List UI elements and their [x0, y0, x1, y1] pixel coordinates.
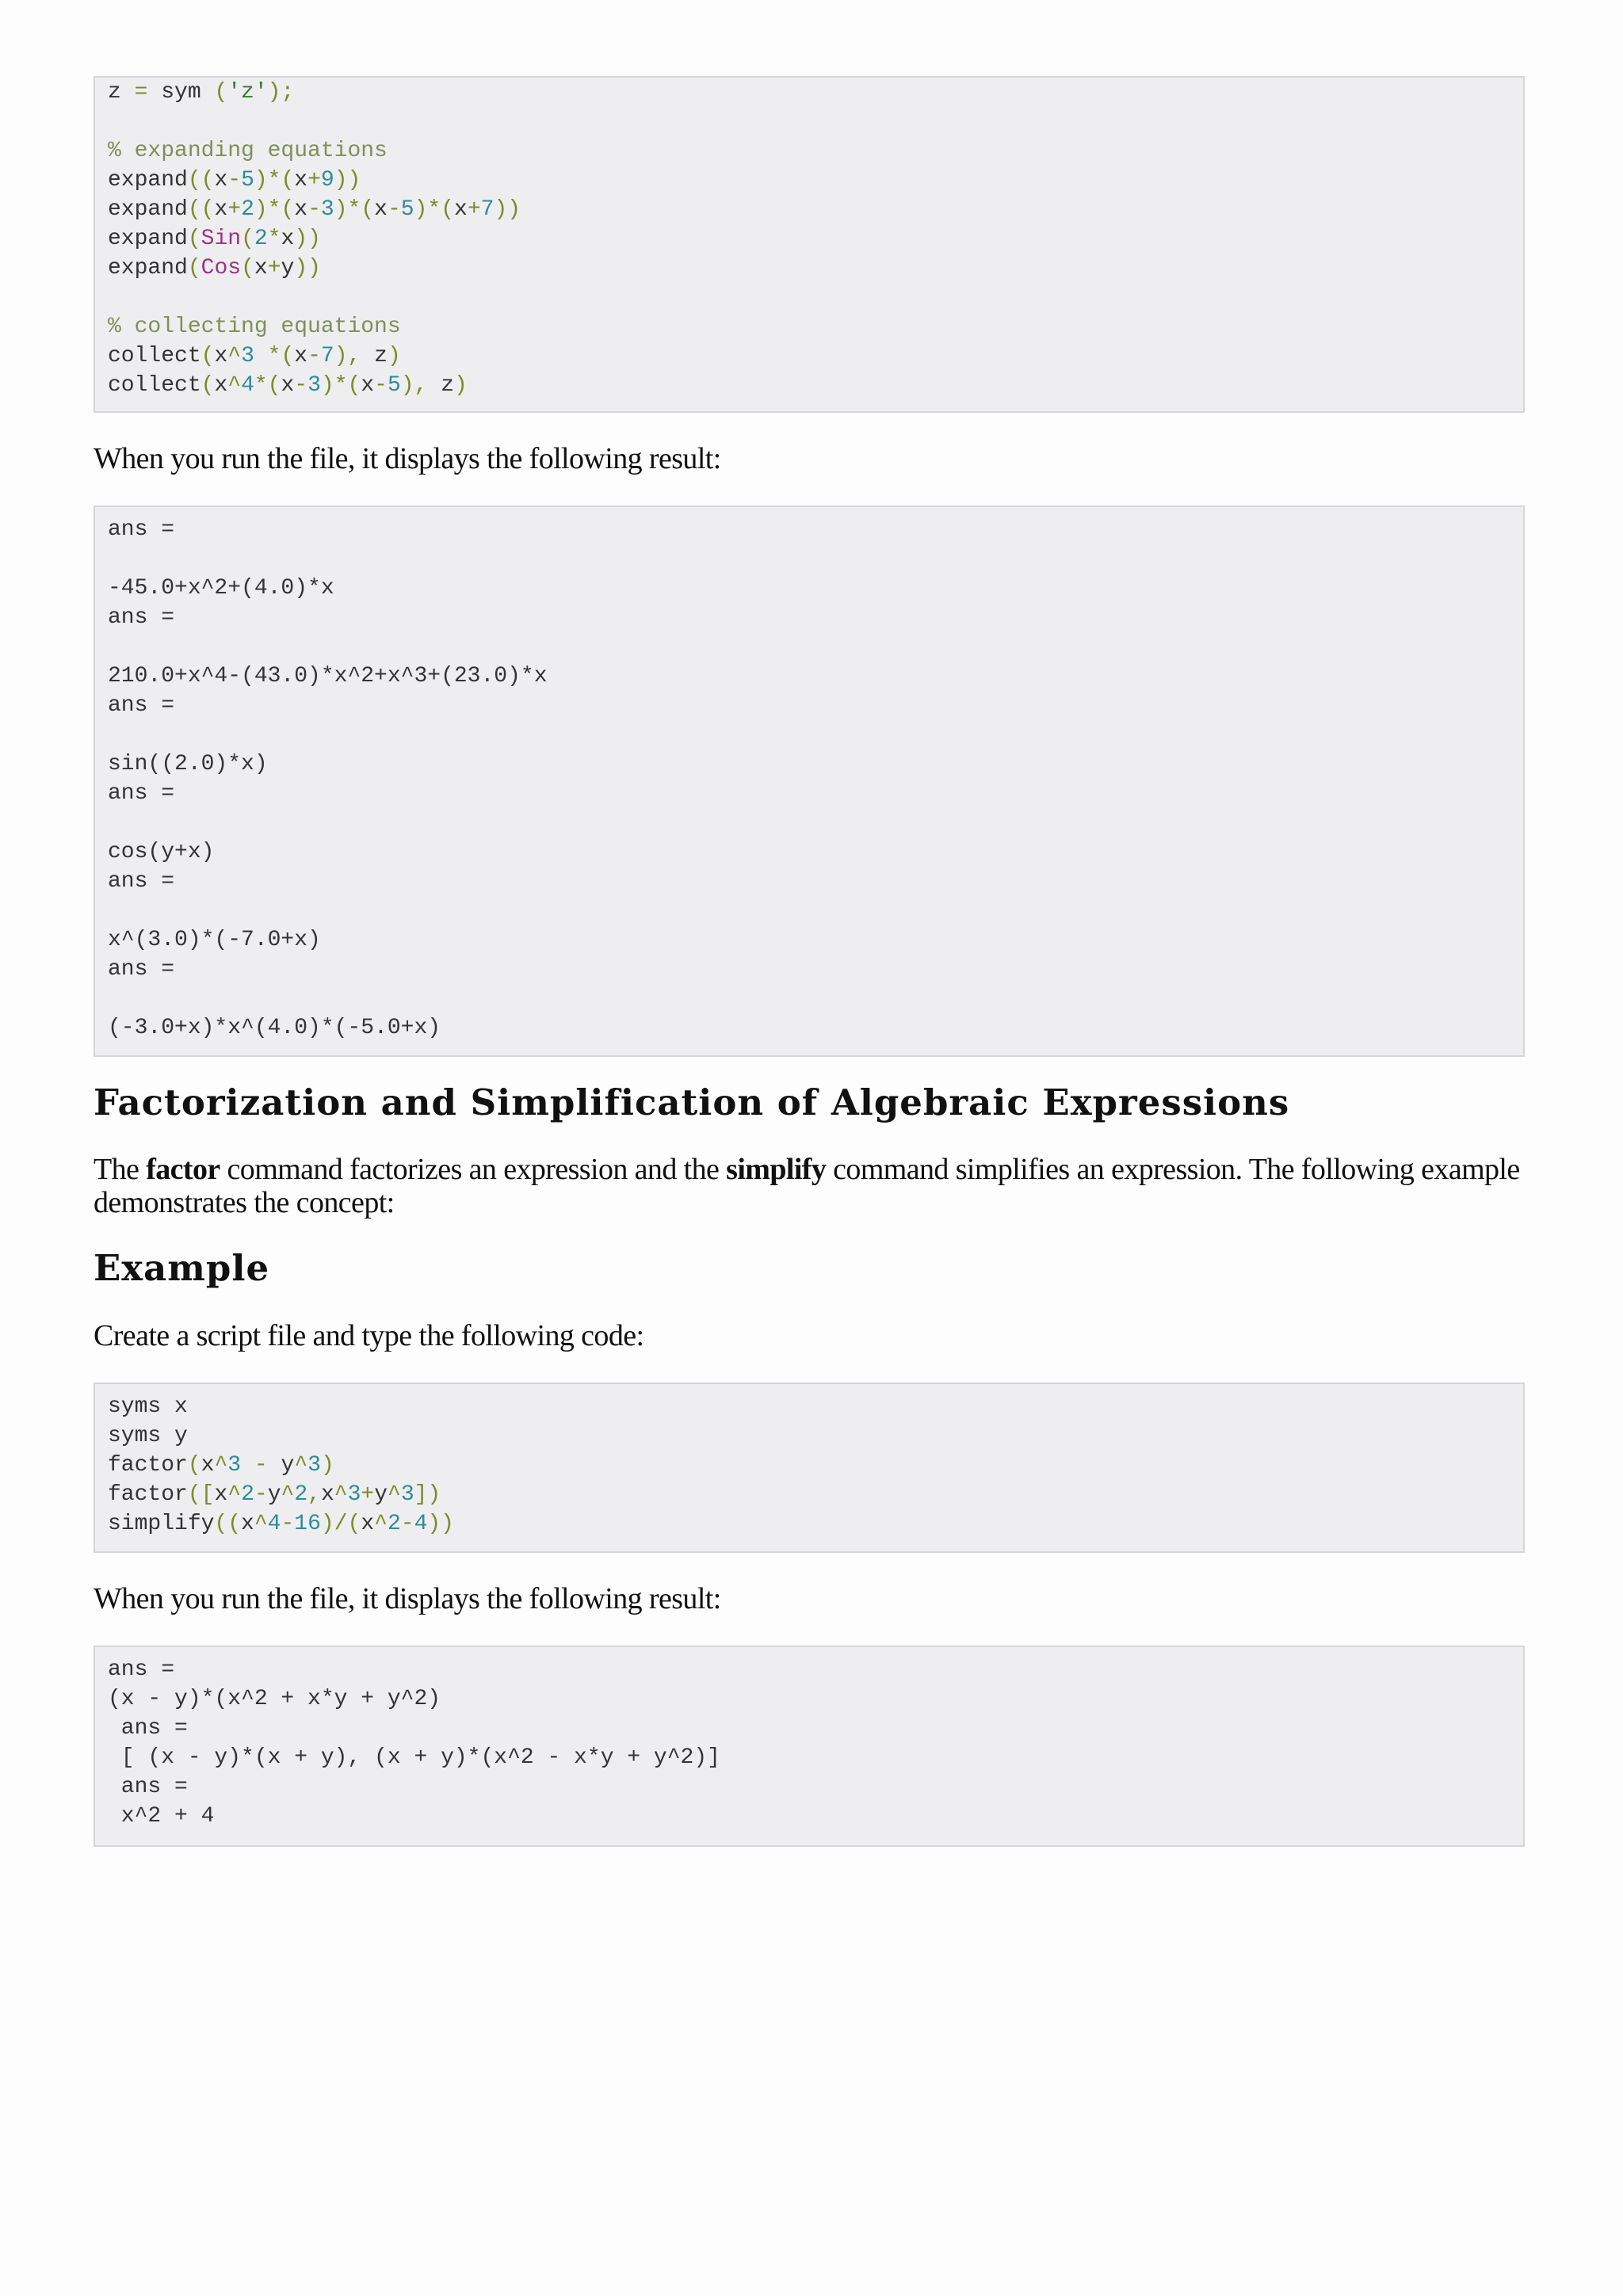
result-intro-text: When you run the file, it displays the following result: [94, 442, 721, 475]
output-line: (x - y)*(x^2 + x*y + y^2) [108, 1687, 441, 1711]
factor-keyword: factor [146, 1153, 220, 1186]
code-comment: % collecting equations [108, 315, 401, 339]
code-line-blank [108, 107, 1510, 136]
output-line: ans = [108, 869, 175, 894]
output-line [108, 984, 1510, 1013]
code-line: simplify((x^4-16)/(x^2-4)) [108, 1512, 454, 1536]
code-line: collect(x^3 *(x-7), z) [108, 344, 401, 368]
code-line: expand((x+2)*(x-3)*(x-5)*(x+7)) [108, 197, 521, 222]
code-block-factor-simplify [94, 1383, 1525, 1553]
result-intro-text: When you run the file, it displays the following result: [94, 1582, 721, 1615]
output-block-expand-collect [94, 505, 1525, 1057]
output-line [108, 544, 1510, 574]
output-line [108, 808, 1510, 837]
output-line: ans = [108, 957, 175, 982]
output-line [108, 632, 1510, 662]
output-line: ans = [108, 1657, 175, 1682]
output-line: sin((2.0)*x) [108, 752, 268, 776]
output-line: ans = [108, 517, 175, 542]
output-line: ans = [108, 1716, 188, 1741]
code-line: collect(x^4*(x-3)*(x-5), z) [108, 373, 468, 398]
simplify-keyword: simplify [726, 1153, 827, 1186]
code-line: factor(x^3 - y^3) [108, 1453, 334, 1478]
code-line: expand(Cos(x+y)) [108, 256, 321, 280]
section-heading: Factorization and Simplification of Algebraic Expressions [94, 1081, 1290, 1123]
output-line: ans = [108, 693, 175, 718]
code-block-expand-collect [94, 76, 1525, 413]
output-line: (-3.0+x)*x^(4.0)*(-5.0+x) [108, 1016, 441, 1040]
code-line: expand(Sin(2*x)) [108, 227, 321, 251]
code-line-blank [108, 283, 1510, 312]
output-line: ans = [108, 605, 175, 630]
create-script-text: Create a script file and type the following code: [94, 1319, 644, 1352]
output-block-factor-simplify [94, 1646, 1525, 1847]
code-line: syms x [108, 1394, 188, 1419]
code-line: expand((x-5)*(x+9)) [108, 168, 361, 193]
example-heading: Example [94, 1247, 270, 1289]
output-line: x^(3.0)*(-7.0+x) [108, 928, 321, 952]
intro-paragraph: The factor command factorizes an expression and the simplify command simplifies an expression. The following example demonstrates the concept: [94, 1153, 1520, 1219]
output-line: 210.0+x^4-(43.0)*x^2+x^3+(23.0)*x [108, 664, 548, 688]
code-line: syms y [108, 1424, 188, 1448]
output-line: [ (x - y)*(x + y), (x + y)*(x^2 - x*y + y^2)] [108, 1745, 720, 1770]
code-line: factor([x^2-y^2,x^3+y^3]) [108, 1482, 441, 1507]
output-line [108, 896, 1510, 925]
output-line: ans = [108, 1775, 188, 1799]
output-line: cos(y+x) [108, 840, 215, 864]
output-line: x^2 + 4 [108, 1804, 215, 1829]
output-line [108, 720, 1510, 749]
code-comment: % expanding equations [108, 139, 388, 163]
output-line: -45.0+x^2+(4.0)*x [108, 576, 334, 601]
output-line: ans = [108, 781, 175, 806]
code-line: z = sym ('z'); [108, 80, 295, 105]
